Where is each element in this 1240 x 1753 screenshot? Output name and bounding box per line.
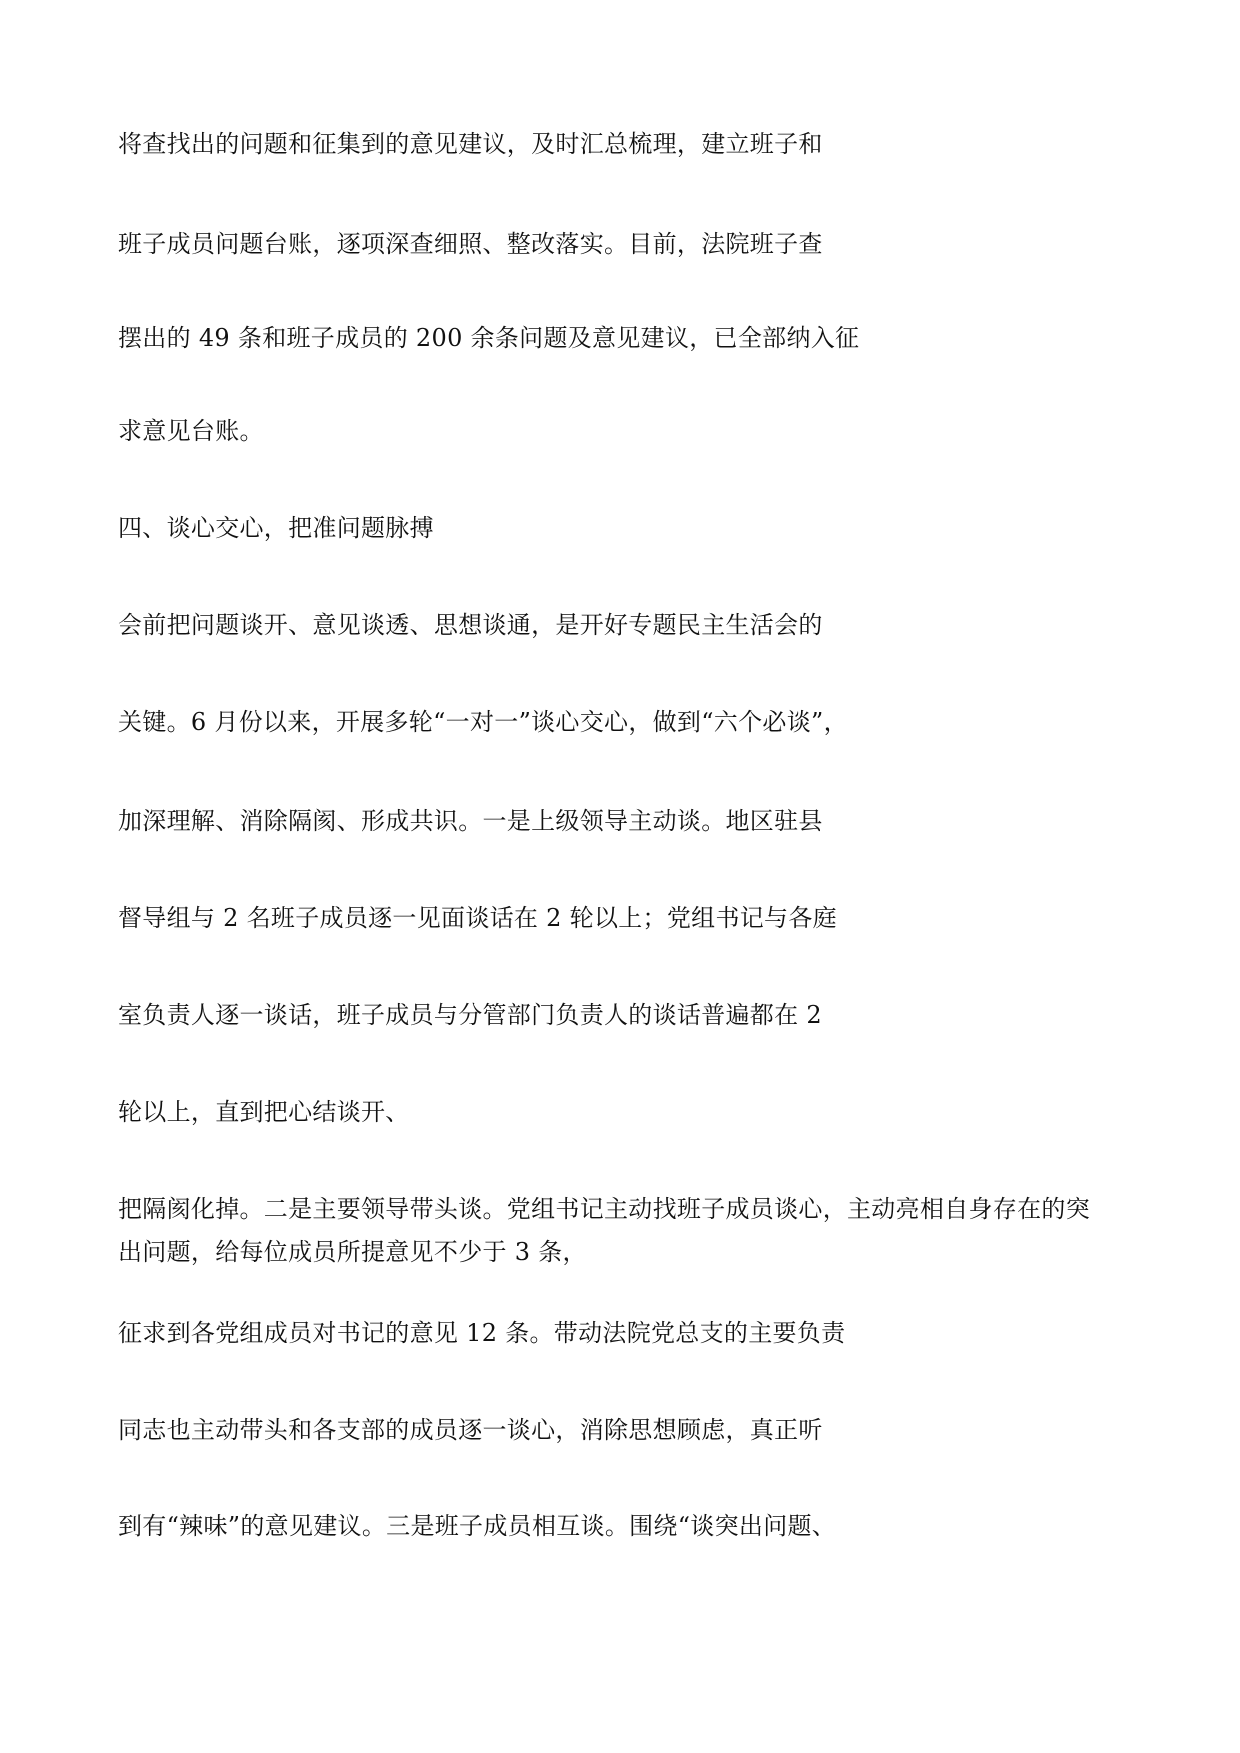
paragraph-line: 班子成员问题台账，逐项深查细照、整改落实。目前，法院班子查: [118, 230, 823, 258]
paragraph-line: 求意见台账。: [118, 417, 264, 445]
paragraph-line: 室负责人逐一谈话，班子成员与分管部门负责人的谈话普遍都在 2: [118, 1001, 822, 1029]
paragraph-line: 到有“辣味”的意见建议。三是班子成员相互谈。围绕“谈突出问题、: [118, 1512, 837, 1540]
paragraph-line: 把隔阂化掉。二是主要领导带头谈。党组书记主动找班子成员谈心，主动亮相自身存在的突: [118, 1195, 1090, 1223]
paragraph-line: 轮以上，直到把心结谈开、: [118, 1098, 410, 1126]
paragraph-line: 征求到各党组成员对书记的意见 12 条。带动法院党总支的主要负责: [118, 1319, 846, 1347]
paragraph-line: 加深理解、消除隔阂、形成共识。一是上级领导主动谈。地区驻县: [118, 807, 823, 835]
paragraph-line: 同志也主动带头和各支部的成员逐一谈心，消除思想顾虑，真正听: [118, 1416, 823, 1444]
section-heading: 四、谈心交心，把准问题脉搏: [118, 514, 434, 542]
paragraph-line: 关键。6 月份以来，开展多轮“一对一”谈心交心，做到“六个必谈”，: [118, 708, 848, 736]
paragraph-line: 督导组与 2 名班子成员逐一见面谈话在 2 轮以上；党组书记与各庭: [118, 904, 837, 932]
paragraph-line: 会前把问题谈开、意见谈透、思想谈通，是开好专题民主生活会的: [118, 611, 823, 639]
paragraph-line: 出问题，给每位成员所提意见不少于 3 条，: [118, 1238, 587, 1266]
paragraph-line: 摆出的 49 条和班子成员的 200 余条问题及意见建议，已全部纳入征: [118, 324, 860, 352]
paragraph-line: 将查找出的问题和征集到的意见建议，及时汇总梳理，建立班子和: [118, 130, 823, 158]
